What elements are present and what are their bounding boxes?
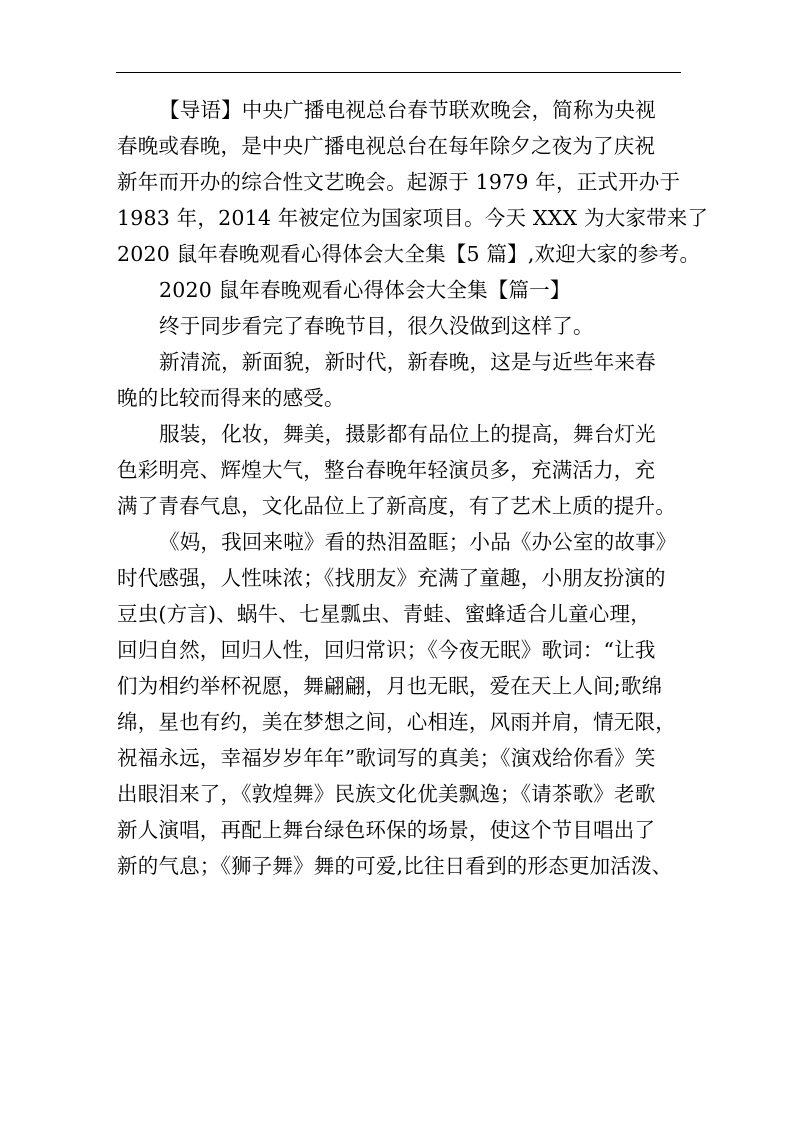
text-line: 回归自然，回归人性，回归常识；《今夜无眠》歌词：“让我 xyxy=(117,638,656,662)
header-rule xyxy=(116,72,681,73)
text-line: 1983 年，2014 年被定位为国家项目。今天 XXX 为大家带来了 xyxy=(117,206,709,230)
text-line: 出眼泪来了，《敦煌舞》民族文化优美飘逸；《请茶歌》老歌 xyxy=(117,782,656,806)
section-title xyxy=(117,272,685,308)
text-line: 时代感强，人性味浓；《找朋友》充满了童趣，小朋友扮演的 xyxy=(117,566,666,590)
text-line: 春晚或春晚，是中央广播电视总台在每年除夕之夜为了庆祝 xyxy=(117,134,656,158)
text-line: 《妈，我回来啦》看的热泪盈眶；小品《办公室的故事》 xyxy=(159,530,677,554)
text-line: 晚的比较而得来的感受。 xyxy=(117,386,345,410)
paragraph xyxy=(117,308,685,344)
text-line: 祝福永远，幸福岁岁年年”歌词写的真美；《演戏给你看》笑 xyxy=(117,746,656,770)
text-line: 新人演唱，再配上舞台绿色环保的场景，使这个节目唱出了 xyxy=(117,818,656,842)
paragraph xyxy=(117,344,685,416)
text-line: 绵，星也有约，美在梦想之间，心相连，风雨并肩，情无限， xyxy=(117,710,676,734)
text-line: 【导语】中央广播电视总台春节联欢晚会，简称为央视 xyxy=(159,98,656,122)
paragraph xyxy=(117,416,685,524)
text-line: 色彩明亮、辉煌大气，整台春晚年轻演员多，充满活力，充 xyxy=(117,458,656,482)
text-line: 新的气息；《狮子舞》舞的可爱,比往日看到的形态更加活泼、 xyxy=(117,854,673,878)
intro-paragraph xyxy=(117,92,709,272)
section-title-text: 2020 鼠年春晚观看心得体会大全集【篇一】 xyxy=(159,278,571,302)
text-line: 2020 鼠年春晚观看心得体会大全集【5 篇】,欢迎大家的参考。 xyxy=(117,242,701,266)
text-line: 新清流，新面貌，新时代，新春晚，这是与近些年来春 xyxy=(159,350,656,374)
text-line: 新年而开办的综合性文艺晚会。起源于 1979 年，正式开办于 xyxy=(117,170,681,194)
text-line: 们为相约举杯祝愿，舞翩翩，月也无眠，爱在天上人间;歌绵 xyxy=(117,674,663,698)
paragraph xyxy=(117,524,685,884)
text-line: 豆虫(方言)、蜗牛、七星瓢虫、青蛙、蜜蜂适合儿童心理， xyxy=(117,602,651,626)
document-body xyxy=(117,92,709,884)
text-line: 满了青春气息，文化品位上了新高度，有了艺术上质的提升。 xyxy=(117,494,676,518)
text-line: 终于同步看完了春晚节目，很久没做到这样了。 xyxy=(159,314,594,338)
text-line: 服装，化妆，舞美，摄影都有品位上的提高，舞台灯光 xyxy=(159,422,656,446)
